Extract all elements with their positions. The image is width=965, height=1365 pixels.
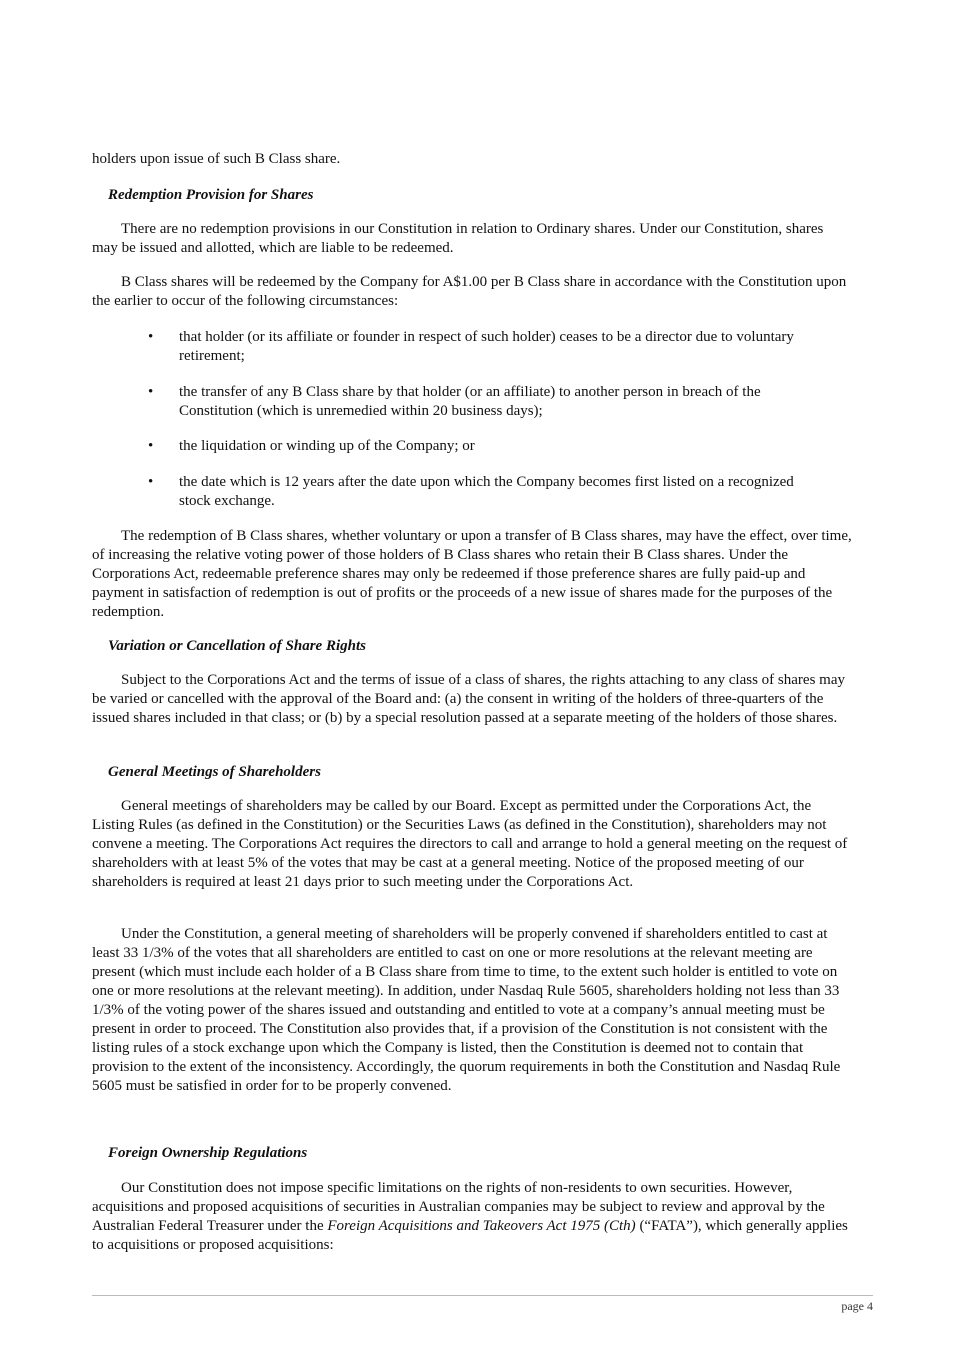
paragraph-foreign-text-a: Our Constitution does not impose specific limitations on the rights of non-residents to own securities. However, acquisitions and proposed acquisitions of securities in Australian companies may be subject to review and approval by the Australian Federal Treasurer under the (92, 1180, 825, 1234)
heading-redemption: Redemption Provision for Shares (108, 187, 314, 203)
heading-meetings: General Meetings of Shareholders (108, 764, 321, 780)
paragraph-variation: Subject to the Corporations Act and the terms of issue of a class of shares, the rights attaching to any class of shares may be varied or cancelled with the approval of the Board and: (a) the consent in writing of the holders of three-quarters of the issued shares included in that class; or (b) by a special resolution passed at a separate meeting of the holders of those shares. (92, 672, 845, 726)
page-number: page 4 (841, 1299, 873, 1313)
bullet-text: the liquidation or winding up of the Company; or (179, 438, 475, 454)
paragraph-meetings-2: Under the Constitution, a general meeting of shareholders will be properly convened if shareholders entitled to cast at least 33 1/3% of the votes that all shareholders are entitled to cast on one or more resolutions at the relevant meeting are present (which must include each holder of a B Class share from time to time, to the extent such holder is entitled to vote on one or more resolutions at the relevant meeting). In addition, under Nasdaq Rule 5605, shareholders holding not less than 33 1/3% of the voting power of the shares issued and outstanding and entitled to vote at a company’s annual meeting must be present in order to proceed. The Constitution also provides that, if a provision of the Constitution is not consistent with the listing rules of a stock exchange upon which the Company is listed, then the Constitution is deemed not to contain that provision to the extent of the inconsistency. Accordingly, the quorum requirements in both the Constitution and Nasdaq Rule 5605 must be satisfied in order for to be properly convened. (92, 926, 841, 1094)
paragraph-redemption-1: There are no redemption provisions in our Constitution in relation to Ordinary shares. Under our Constitution, shares may be issued and allotted, which are liable to be redeemed. (92, 221, 824, 256)
bullet-marker: • (148, 329, 154, 345)
paragraph-foreign-ownership (92, 1179, 852, 1255)
heading-foreign-ownership: Foreign Ownership Regulations (108, 1145, 308, 1161)
paragraph-meetings-1: General meetings of shareholders may be called by our Board. Except as permitted under the Corporations Act, the Listing Rules (as defined in the Constitution) or the Securities Laws (as defined in the Constitution), shareholders may not convene a meeting. The Corporations Act requires the directors to call and arrange to hold a general meeting on the request of shareholders with at least 5% of the votes that may be cast at a general meeting. Notice of the proposed meeting of our shareholders is required at least 21 days prior to such meeting under the Corporations Act. (92, 798, 848, 890)
bullet-text: the transfer of any B Class share by that holder (or an affiliate) to another person in breach of the Constitution (which is unremedied within 20 business days); (179, 384, 761, 419)
bullet-text: that holder (or its affiliate or founder in respect of such holder) ceases to be a director due to voluntary retirement; (179, 329, 794, 364)
bullet-marker: • (148, 474, 154, 490)
act-title-italic: Foreign Acquisitions and Takeovers Act 1975 (Cth) (327, 1218, 636, 1234)
bullet-marker: • (148, 384, 154, 400)
paragraph-foreign-text-b: (“FATA”), which generally applies to acquisitions or proposed acquisitions: (92, 1218, 848, 1253)
heading-variation: Variation or Cancellation of Share Rights (108, 638, 366, 654)
paragraph-redemption-2: B Class shares will be redeemed by the Company for A$1.00 per B Class share in accordance with the Constitution upon the earlier to occur of the following circumstances: (92, 274, 847, 309)
paragraph-redemption-3: The redemption of B Class shares, whether voluntary or upon a transfer of B Class shares, may have the effect, over time, of increasing the relative voting power of those holders of B Class shares who retain their B Class shares. Under the Corporations Act, redeemable preference shares may only be redeemed if those preference shares are fully paid-up and payment in satisfaction of redemption is out of profits or the proceeds of a new issue of shares made for the purposes of the redemption. (92, 528, 852, 620)
bullet-text: the date which is 12 years after the date upon which the Company becomes first listed on a recognized stock exchange. (179, 474, 794, 509)
bullet-marker: • (148, 438, 154, 454)
paragraph-continuation: holders upon issue of such B Class share. (92, 151, 341, 167)
footer-divider (92, 1295, 873, 1296)
